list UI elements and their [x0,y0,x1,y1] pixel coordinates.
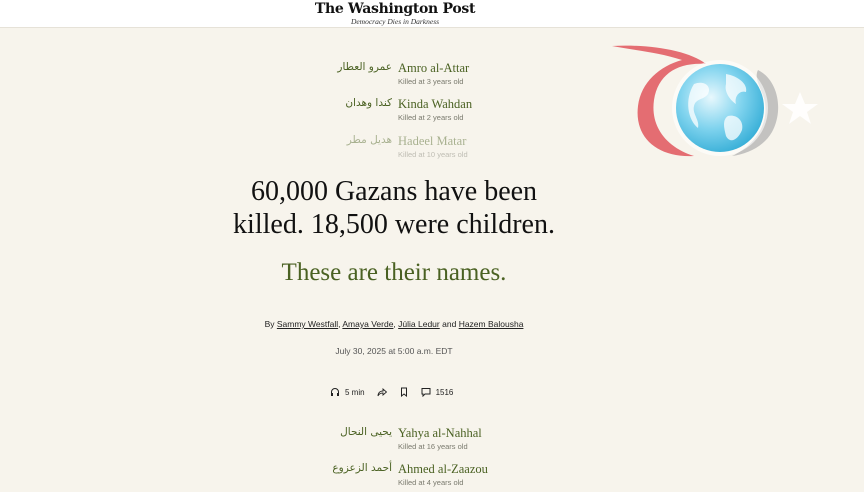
publish-date: July 30, 2025 at 5:00 a.m. EDT [335,346,453,356]
agency-watermark-logo [608,40,824,164]
name-entry [300,61,600,91]
name-age: Killed at 10 years old [398,150,468,159]
headphones-icon [330,387,340,397]
bookmark-button[interactable] [399,387,409,397]
headline-line-2: killed. 18,500 were children. [233,209,555,240]
comment-icon [421,387,431,397]
name-english: Hadeel Matar [398,134,467,148]
name-arabic: أحمد الزعزوع [332,462,392,474]
name-entry [300,134,600,164]
comments-button[interactable] [421,387,454,397]
name-entry [300,462,600,492]
name-arabic: يحيى النحال [340,426,392,438]
name-entry [300,97,600,127]
listen-duration: 5 min [345,387,365,397]
name-arabic: عمرو العطار [337,61,392,73]
site-logo[interactable]: The Washington Post [314,1,476,17]
site-tagline: Democracy Dies in Darkness [350,17,440,26]
name-english: Yahya al-Nahhal [398,426,482,440]
name-age: Killed at 16 years old [398,442,468,451]
byline-prefix: By [264,319,275,329]
author-link[interactable]: Hazem Balousha [458,319,524,329]
top-bar [0,0,864,28]
name-entry [300,426,600,456]
byline: By Sammy Westfall, Amaya Verde, Júlia Ledur and Hazem Balousha [264,319,524,329]
headline-line-1: 60,000 Gazans have been [250,176,538,207]
comments-count: 1516 [435,387,454,397]
author-link[interactable]: Amaya Verde [342,319,394,329]
name-english: Ahmed al-Zaazou [398,462,488,476]
name-age: Killed at 4 years old [398,478,464,487]
bookmark-icon [399,387,409,397]
byline-and: and [442,319,457,329]
author-link[interactable]: Sammy Westfall [276,319,339,329]
name-arabic: هديل مطر [346,134,392,146]
name-arabic: كندا وهدان [345,97,392,109]
share-icon [377,387,387,397]
article-toolbar [330,383,453,401]
listen-button[interactable] [330,387,365,397]
article-headline [180,175,608,241]
author-link[interactable]: Júlia Ledur [398,319,440,329]
name-english: Kinda Wahdan [398,97,473,111]
share-button[interactable] [377,387,387,397]
masthead[interactable] [0,0,790,26]
name-age: Killed at 3 years old [398,77,464,86]
article-subheadline: These are their names. [281,259,507,286]
name-age: Killed at 2 years old [398,113,464,122]
name-english: Amro al-Attar [398,61,470,75]
